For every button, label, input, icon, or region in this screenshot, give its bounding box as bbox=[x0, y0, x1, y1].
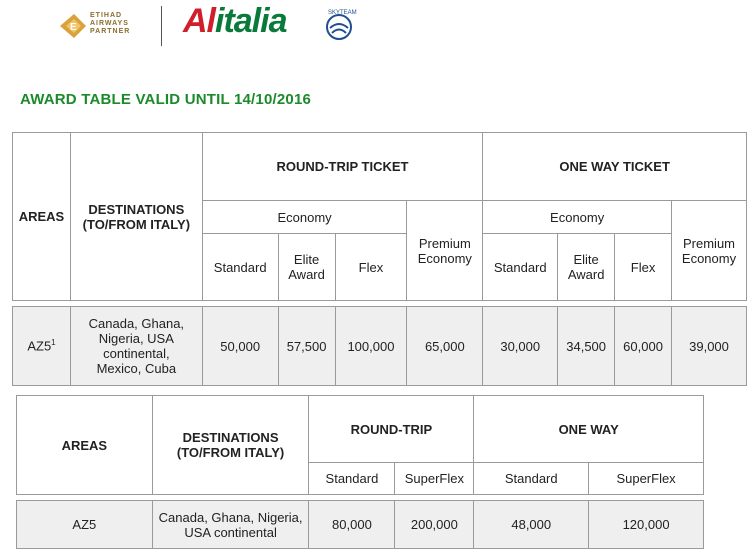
round-trip-header: ROUND-TRIP TICKET bbox=[202, 133, 483, 201]
miles-cell: 57,500 bbox=[278, 307, 335, 386]
economy-header: Economy bbox=[483, 201, 672, 234]
standard-header: Standard bbox=[202, 234, 278, 301]
miles-cell: 34,500 bbox=[558, 307, 615, 386]
svg-text:SKYTEAM: SKYTEAM bbox=[328, 10, 357, 16]
award-table-full bbox=[12, 132, 747, 386]
miles-cell: 48,000 bbox=[474, 501, 589, 549]
premium-economy-header: Premium Economy bbox=[672, 201, 747, 301]
miles-cell: 65,000 bbox=[407, 307, 483, 386]
destinations-cell: Canada, Ghana, Nigeria, USA continental bbox=[152, 501, 309, 549]
area-cell: AZ5 bbox=[17, 501, 153, 549]
one-way-header: ONE WAY TICKET bbox=[483, 133, 747, 201]
table-row bbox=[13, 307, 747, 386]
destinations-header: DESTINATIONS (TO/FROM ITALY) bbox=[70, 133, 202, 301]
skyteam-logo-icon bbox=[320, 6, 358, 44]
superflex-header: SuperFlex bbox=[589, 463, 704, 495]
etihad-partner-logo bbox=[58, 10, 150, 42]
premium-economy-header: Premium Economy bbox=[407, 201, 483, 301]
flex-header: Flex bbox=[335, 234, 407, 301]
etihad-text: ETIHAD AIRWAYS PARTNER bbox=[90, 12, 131, 35]
destinations-header: DESTINATIONS (TO/FROM ITALY) bbox=[152, 396, 309, 495]
miles-cell: 50,000 bbox=[202, 307, 278, 386]
etihad-emblem-icon bbox=[58, 12, 88, 40]
economy-header: Economy bbox=[202, 201, 407, 234]
miles-cell: 200,000 bbox=[395, 501, 474, 549]
standard-header: Standard bbox=[483, 234, 558, 301]
one-way-header: ONE WAY bbox=[474, 396, 704, 463]
standard-header: Standard bbox=[309, 463, 395, 495]
miles-cell: 39,000 bbox=[672, 307, 747, 386]
alitalia-logo: Alitalia bbox=[183, 2, 287, 40]
standard-header: Standard bbox=[474, 463, 589, 495]
miles-cell: 60,000 bbox=[615, 307, 672, 386]
areas-header: AREAS bbox=[17, 396, 153, 495]
round-trip-header: ROUND-TRIP bbox=[309, 396, 474, 463]
miles-cell: 80,000 bbox=[309, 501, 395, 549]
superflex-header: SuperFlex bbox=[395, 463, 474, 495]
area-cell: $AZ5^1$ bbox=[13, 307, 71, 386]
elite-award-header: Elite Award bbox=[558, 234, 615, 301]
flex-header: Flex bbox=[615, 234, 672, 301]
areas-header: AREAS bbox=[13, 133, 71, 301]
svg-text:E: E bbox=[70, 22, 77, 33]
page-title: AWARD TABLE VALID UNTIL 14/10/2016 bbox=[20, 91, 312, 108]
award-table-standard-superflex bbox=[16, 395, 704, 549]
table-row bbox=[17, 501, 704, 549]
elite-award-header: Elite Award bbox=[278, 234, 335, 301]
miles-cell: 30,000 bbox=[483, 307, 558, 386]
logo-divider bbox=[161, 6, 162, 46]
destinations-cell: Canada, Ghana, Nigeria, USA continental, Mexico, Cuba bbox=[70, 307, 202, 386]
miles-cell: 100,000 bbox=[335, 307, 407, 386]
miles-cell: 120,000 bbox=[589, 501, 704, 549]
